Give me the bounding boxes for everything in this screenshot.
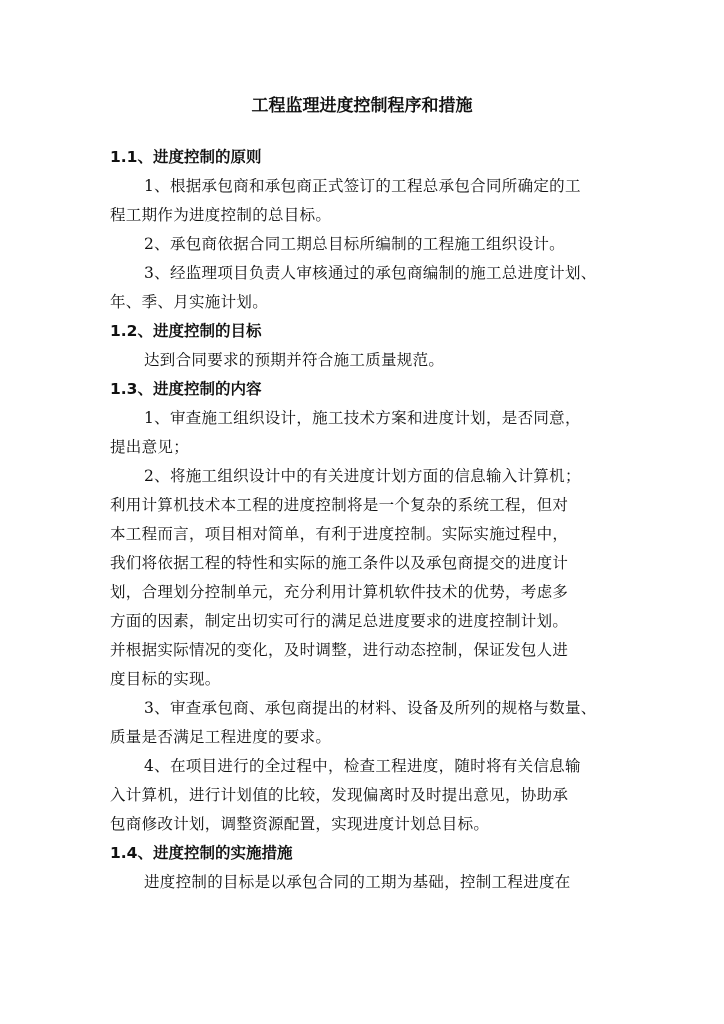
text-line: 入计算机，进行计划值的比较，发现偏离时及时提出意见，协助承 (110, 786, 569, 804)
text-line: 2、将施工组织设计中的有关进度计划方面的信息输入计算机； (144, 467, 581, 485)
section-heading: 1.1、进度控制的原则 (110, 148, 262, 166)
text-line: 1、审查施工组织设计，施工技术方案和进度计划，是否同意， (144, 409, 581, 427)
text-line: 方面的因素，制定出切实可行的满足总进度要求的进度控制计划。 (110, 612, 569, 630)
text-line: 3、经监理项目负责人审核通过的承包商编制的施工总进度计划、 (144, 264, 597, 282)
text-line: 程工期作为进度控制的总目标。 (110, 206, 332, 224)
text-line: 1、根据承包商和承包商正式签订的工程总承包合同所确定的工 (144, 177, 581, 195)
text-line: 度目标的实现。 (110, 670, 221, 688)
text-line: 划，合理划分控制单元，充分利用计算机软件技术的优势，考虑多 (110, 583, 569, 601)
text-line: 2、承包商依据合同工期总目标所编制的工程施工组织设计。 (144, 235, 565, 253)
text-line: 3、审查承包商、承包商提出的材料、设备及所列的规格与数量、 (144, 699, 597, 717)
text-line: 我们将依据工程的特性和实际的施工条件以及承包商提交的进度计 (110, 554, 569, 572)
text-line: 4、在项目进行的全过程中，检查工程进度，随时将有关信息输 (144, 757, 581, 775)
text-line: 并根据实际情况的变化，及时调整，进行动态控制，保证发包人进 (110, 641, 569, 659)
text-line: 达到合同要求的预期并符合施工质量规范。 (144, 351, 445, 369)
text-line: 年、季、月实施计划。 (110, 293, 269, 311)
document-title: 工程监理进度控制程序和措施 (251, 96, 473, 116)
text-line: 包商修改计划，调整资源配置，实现进度计划总目标。 (110, 815, 490, 833)
section-heading: 1.3、进度控制的内容 (110, 380, 262, 398)
text-line: 提出意见； (110, 438, 190, 456)
text-line: 利用计算机技术本工程的进度控制将是一个复杂的系统工程，但对 (110, 496, 569, 514)
document-body (110, 143, 630, 897)
text-line: 本工程而言，项目相对简单，有利于进度控制。实际实施过程中， (110, 525, 569, 543)
text-line: 进度控制的目标是以承包合同的工期为基础，控制工程进度在 (144, 873, 571, 891)
section-heading: 1.2、进度控制的目标 (110, 322, 262, 340)
section-heading: 1.4、进度控制的实施措施 (110, 844, 293, 862)
text-line: 质量是否满足工程进度的要求。 (110, 728, 332, 746)
